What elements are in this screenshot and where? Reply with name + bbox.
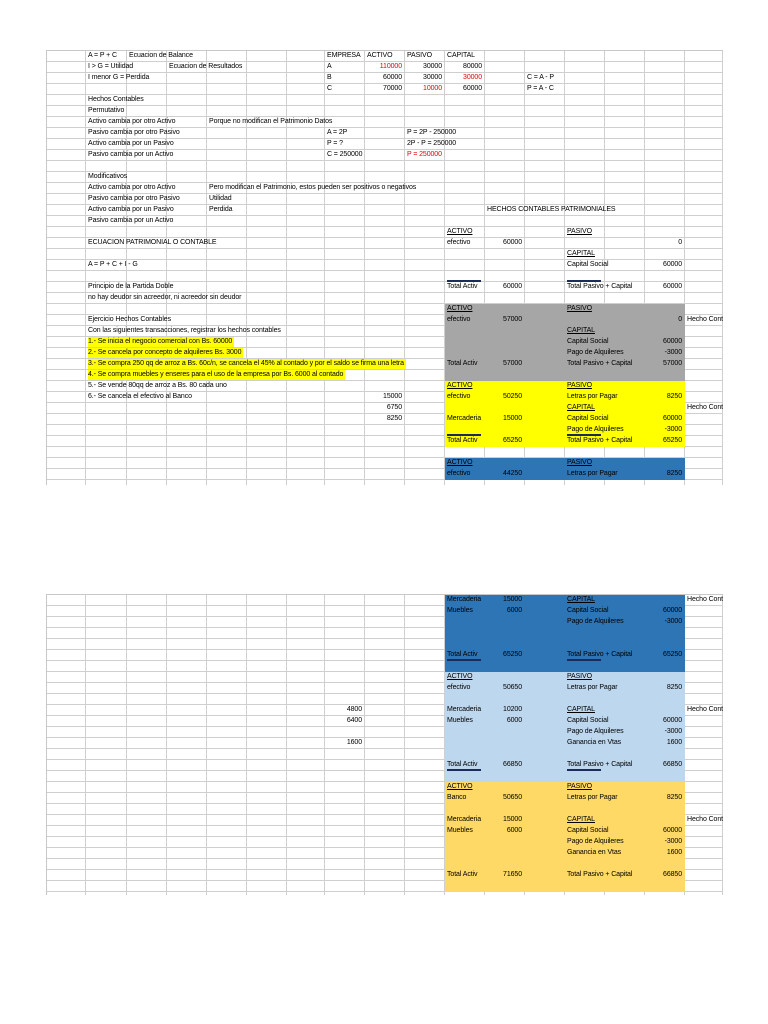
cell-17-13[interactable]: PASIVO	[567, 228, 592, 235]
cell-18-13[interactable]: PASIVO	[567, 783, 592, 790]
cell-25-11[interactable]: 57000	[503, 316, 522, 323]
cell-39-10[interactable]: efectivo	[447, 470, 471, 477]
cell-23-13[interactable]: Pago de Alquileres	[567, 838, 624, 845]
column-gridline	[364, 595, 365, 895]
cell-39-11[interactable]: 44250	[503, 470, 522, 477]
cell-14-4[interactable]: Utilidad	[209, 195, 232, 202]
cell-9-11[interactable]: 50650	[503, 684, 522, 691]
cell-4-7[interactable]: C	[327, 85, 332, 92]
column-gridline	[722, 595, 723, 895]
cell-6-11[interactable]: 65250	[503, 651, 522, 658]
cell-23-15[interactable]: -3000	[664, 838, 682, 845]
column-gridline	[364, 51, 365, 485]
cell-21-10[interactable]: Mercaderia	[447, 816, 482, 823]
cell-28-13[interactable]: Pago de Alquileres	[567, 349, 624, 356]
cell-30-1[interactable]: 4.- Se compra muebles y enseres para el uso de la empresa por Bs. 6000 al contado	[88, 371, 344, 378]
cell-33-16[interactable]: Hecho Cont	[687, 404, 723, 411]
cell-9-15[interactable]: 8250	[666, 684, 682, 691]
cell-3-12[interactable]: C = A - P	[527, 74, 554, 81]
cell-10-1[interactable]: Pasivo cambia por un Activo	[88, 151, 174, 158]
cell-15-11[interactable]: HECHOS CONTABLES PATRIMONIALES	[487, 206, 616, 213]
cell-32-1[interactable]: 6.- Se cancela el efectivo al Banco	[88, 393, 192, 400]
cell-12-10[interactable]: Muebles	[447, 717, 473, 724]
cell-1-11[interactable]: 15000	[503, 596, 522, 603]
cell-3-15[interactable]: -3000	[664, 618, 682, 625]
cell-33-8[interactable]: 6750	[386, 404, 402, 411]
spreadsheet-sheet-2[interactable]	[46, 594, 723, 895]
cell-31-10[interactable]: ACTIVO	[447, 382, 473, 389]
cell-23-1[interactable]: no hay deudor sin acreedor, ni acreedor sin deudor	[88, 294, 242, 301]
cell-13-15[interactable]: -3000	[664, 728, 682, 735]
cell-16-1[interactable]: Pasivo cambia por un Activo	[88, 217, 174, 224]
cell-12-15[interactable]: 60000	[663, 717, 682, 724]
cell-22-13[interactable]: Capital Social	[567, 827, 609, 834]
cell-14-7[interactable]: 1600	[346, 739, 362, 746]
total-underline	[447, 280, 481, 282]
cell-1-7[interactable]: EMPRESA	[327, 52, 361, 59]
cell-1-2[interactable]: Ecuacion de Balance	[129, 52, 193, 59]
cell-8-13[interactable]: PASIVO	[567, 673, 592, 680]
cell-19-10[interactable]: Banco	[447, 794, 467, 801]
cell-18-1[interactable]: ECUACION PATRIMONIAL O CONTABLE	[88, 239, 217, 246]
cell-2-8[interactable]: 110000	[379, 63, 402, 70]
cell-7-4[interactable]: Porque no modifican el Patrimonio Datos	[209, 118, 333, 125]
cell-7-1[interactable]: Activo cambia por otro Activo	[88, 118, 176, 125]
cell-32-8[interactable]: 15000	[383, 393, 402, 400]
cell-24-10[interactable]: ACTIVO	[447, 305, 473, 312]
cell-27-15[interactable]: 60000	[663, 338, 682, 345]
cell-22-10[interactable]: Total Activ	[447, 283, 478, 290]
total-underline	[567, 280, 601, 282]
column-gridline	[206, 51, 207, 485]
cell-28-15[interactable]: -3000	[664, 349, 682, 356]
cell-16-15[interactable]: 66850	[663, 761, 682, 768]
total-underline	[447, 769, 481, 771]
cell-13-4[interactable]: Pero modifican el Patrimonio, estos pueden ser positivos o negativos	[209, 184, 417, 191]
cell-2-15[interactable]: 60000	[663, 607, 682, 614]
cell-2-1[interactable]: I > G = Utilidad	[88, 63, 134, 70]
cell-36-13[interactable]: Total Pasivo + Capital	[567, 437, 633, 444]
cell-32-10[interactable]: efectivo	[447, 393, 471, 400]
cell-1-8[interactable]: ACTIVO	[367, 52, 393, 59]
cell-14-1[interactable]: Pasivo cambia por otro Pasivo	[88, 195, 180, 202]
total-underline	[567, 769, 601, 771]
cell-18-15[interactable]: 0	[678, 239, 682, 246]
cell-18-10[interactable]: ACTIVO	[447, 783, 473, 790]
total-underline	[567, 659, 601, 661]
cell-1-9[interactable]: PASIVO	[407, 52, 432, 59]
cell-29-1[interactable]: 3.- Se compra 250 qq de arroz a Bs. 60c/n, se cancela el 45% al contado y por el saldo se firma una letra	[88, 360, 404, 367]
cell-6-10[interactable]: Total Activ	[447, 651, 478, 658]
cell-29-10[interactable]: Total Activ	[447, 360, 478, 367]
cell-14-15[interactable]: 1600	[666, 739, 682, 746]
cell-33-13[interactable]: CAPITAL	[567, 404, 595, 411]
cell-11-7[interactable]: 4800	[346, 706, 362, 713]
cell-8-10[interactable]: ACTIVO	[447, 673, 473, 680]
cell-19-15[interactable]: 8250	[666, 794, 682, 801]
cell-3-10[interactable]: 30000	[463, 74, 482, 81]
cell-11-13[interactable]: CAPITAL	[567, 706, 595, 713]
cell-38-10[interactable]: ACTIVO	[447, 459, 473, 466]
cell-26-10[interactable]: Total Activ	[447, 871, 478, 878]
cell-21-11[interactable]: 15000	[503, 816, 522, 823]
cell-1-10[interactable]: Mercaderia	[447, 596, 482, 603]
cell-9-1[interactable]: Activo cambia por un Pasivo	[88, 140, 174, 147]
cell-9-10[interactable]: efectivo	[447, 684, 471, 691]
cell-6-1[interactable]: Permutativo	[88, 107, 125, 114]
cell-2-7[interactable]: A	[327, 63, 332, 70]
spreadsheet-sheet-1[interactable]	[46, 50, 723, 485]
cell-13-13[interactable]: Pago de Alquileres	[567, 728, 624, 735]
cell-26-13[interactable]: CAPITAL	[567, 327, 595, 334]
cell-2-3[interactable]: Ecuacion de Resultados	[169, 63, 243, 70]
cell-17-10[interactable]: ACTIVO	[447, 228, 473, 235]
cell-3-8[interactable]: 60000	[383, 74, 402, 81]
cell-18-11[interactable]: 60000	[503, 239, 522, 246]
cell-19-13[interactable]: Letras por Pagar	[567, 794, 618, 801]
cell-16-10[interactable]: Total Activ	[447, 761, 478, 768]
cell-14-13[interactable]: Ganancia en Vtas	[567, 739, 622, 746]
cell-6-13[interactable]: Total Pasivo + Capital	[567, 651, 633, 658]
cell-22-10[interactable]: Muebles	[447, 827, 473, 834]
cell-38-13[interactable]: PASIVO	[567, 459, 592, 466]
cell-22-15[interactable]: 60000	[663, 827, 682, 834]
cell-4-8[interactable]: 70000	[383, 85, 402, 92]
cell-9-9[interactable]: 2P - P = 250000	[407, 140, 457, 147]
column-gridline	[246, 595, 247, 895]
cell-21-16[interactable]: Hecho Cont	[687, 816, 723, 823]
cell-25-15[interactable]: 0	[678, 316, 682, 323]
cell-4-10[interactable]: 60000	[463, 85, 482, 92]
cell-36-15[interactable]: 65250	[663, 437, 682, 444]
cell-2-11[interactable]: 6000	[506, 607, 522, 614]
cell-39-13[interactable]: Letras por Pagar	[567, 470, 618, 477]
cell-22-15[interactable]: 60000	[663, 283, 682, 290]
cell-3-9[interactable]: 30000	[423, 74, 442, 81]
cell-32-13[interactable]: Letras por Pagar	[567, 393, 618, 400]
column-gridline	[85, 51, 86, 485]
cell-29-13[interactable]: Total Pasivo + Capital	[567, 360, 633, 367]
cell-15-1[interactable]: Activo cambia por un Pasivo	[88, 206, 174, 213]
cell-36-11[interactable]: 65250	[503, 437, 522, 444]
cell-12-11[interactable]: 6000	[506, 717, 522, 724]
cell-11-10[interactable]: Mercaderia	[447, 706, 482, 713]
cell-24-13[interactable]: PASIVO	[567, 305, 592, 312]
cell-34-8[interactable]: 8250	[386, 415, 402, 422]
cell-34-11[interactable]: 15000	[503, 415, 522, 422]
cell-27-13[interactable]: Capital Social	[567, 338, 609, 345]
cell-2-13[interactable]: Capital Social	[567, 607, 609, 614]
column-gridline	[722, 51, 723, 485]
cell-8-9[interactable]: P = 2P - 250000	[407, 129, 457, 136]
cell-16-11[interactable]: 66850	[503, 761, 522, 768]
cell-31-1[interactable]: 5.- Se vende 80qq de arroz a Bs. 80 cada uno	[88, 382, 227, 389]
cell-11-16[interactable]: Hecho Cont	[687, 706, 723, 713]
cell-21-13[interactable]: CAPITAL	[567, 816, 595, 823]
total-underline	[447, 659, 481, 661]
cell-11-11[interactable]: 10200	[503, 706, 522, 713]
cell-10-7[interactable]: C = 250000	[327, 151, 363, 158]
cell-4-9[interactable]: 10000	[423, 85, 442, 92]
column-gridline	[324, 595, 325, 895]
cell-25-10[interactable]: efectivo	[447, 316, 471, 323]
cell-12-7[interactable]: 6400	[346, 717, 362, 724]
cell-1-10[interactable]: CAPITAL	[447, 52, 475, 59]
column-gridline	[404, 595, 405, 895]
cell-26-13[interactable]: Total Pasivo + Capital	[567, 871, 633, 878]
cell-26-1[interactable]: Con las siguientes transacciones, registrar los hechos contables	[88, 327, 281, 334]
cell-25-16[interactable]: Hecho Cont	[687, 316, 723, 323]
cell-22-1[interactable]: Principio de la Partida Doble	[88, 283, 174, 290]
cell-9-13[interactable]: Letras por Pagar	[567, 684, 618, 691]
cell-19-13[interactable]: CAPITAL	[567, 250, 595, 257]
cell-3-7[interactable]: B	[327, 74, 332, 81]
cell-29-11[interactable]: 57000	[503, 360, 522, 367]
cell-28-1[interactable]: 2.- Se cancela por concepto de alquileres Bs. 3000	[88, 349, 242, 356]
column-gridline	[166, 595, 167, 895]
cell-18-10[interactable]: efectivo	[447, 239, 471, 246]
cell-2-9[interactable]: 30000	[423, 63, 442, 70]
cell-39-15[interactable]: 8250	[666, 470, 682, 477]
cell-8-1[interactable]: Pasivo cambia por otro Pasivo	[88, 129, 180, 136]
cell-13-1[interactable]: Activo cambia por otro Activo	[88, 184, 176, 191]
cell-4-12[interactable]: P = A - C	[527, 85, 554, 92]
cell-24-15[interactable]: 1600	[666, 849, 682, 856]
cell-3-1[interactable]: I menor G = Perdida	[88, 74, 150, 81]
column-gridline	[206, 595, 207, 895]
cell-1-16[interactable]: Hecho Cont	[687, 596, 723, 603]
cell-1-13[interactable]: CAPITAL	[567, 596, 595, 603]
cell-34-10[interactable]: Mercaderia	[447, 415, 482, 422]
cell-27-1[interactable]: 1.- Se inicia el negocio comercial con Bs. 60000	[88, 338, 233, 345]
cell-10-9[interactable]: P = 250000	[407, 151, 442, 158]
cell-12-1[interactable]: Modificativos	[88, 173, 128, 180]
cell-35-15[interactable]: -3000	[664, 426, 682, 433]
cell-19-11[interactable]: 50650	[503, 794, 522, 801]
cell-36-10[interactable]: Total Activ	[447, 437, 478, 444]
cell-16-13[interactable]: Total Pasivo + Capital	[567, 761, 633, 768]
cell-26-11[interactable]: 71650	[503, 871, 522, 878]
cell-34-15[interactable]: 60000	[663, 415, 682, 422]
cell-32-11[interactable]: 50250	[503, 393, 522, 400]
cell-20-1[interactable]: A = P + C + I - G	[88, 261, 138, 268]
cell-25-1[interactable]: Ejercicio Hechos Contables	[88, 316, 171, 323]
cell-32-15[interactable]: 8250	[666, 393, 682, 400]
total-underline	[447, 434, 481, 436]
cell-1-1[interactable]: A = P + C	[88, 52, 117, 59]
cell-2-10[interactable]: Muebles	[447, 607, 473, 614]
cell-3-13[interactable]: Pago de Alquileres	[567, 618, 624, 625]
cell-24-13[interactable]: Ganancia en Vtas	[567, 849, 622, 856]
total-underline	[567, 434, 601, 436]
cell-12-13[interactable]: Capital Social	[567, 717, 609, 724]
cell-31-13[interactable]: PASIVO	[567, 382, 592, 389]
cell-22-11[interactable]: 60000	[503, 283, 522, 290]
cell-5-1[interactable]: Hechos Contables	[88, 96, 144, 103]
cell-15-4[interactable]: Perdida	[209, 206, 233, 213]
cell-26-15[interactable]: 66850	[663, 871, 682, 878]
cell-35-13[interactable]: Pago de Alquileres	[567, 426, 624, 433]
cell-9-7[interactable]: P = ?	[327, 140, 343, 147]
column-gridline	[404, 51, 405, 485]
cell-22-11[interactable]: 6000	[506, 827, 522, 834]
cell-2-10[interactable]: 80000	[463, 63, 482, 70]
cell-20-13[interactable]: Capital Social	[567, 261, 609, 268]
cell-20-15[interactable]: 60000	[663, 261, 682, 268]
cell-8-7[interactable]: A = 2P	[327, 129, 348, 136]
column-gridline	[85, 595, 86, 895]
column-gridline	[126, 595, 127, 895]
cell-29-15[interactable]: 57000	[663, 360, 682, 367]
cell-34-13[interactable]: Capital Social	[567, 415, 609, 422]
cell-22-13[interactable]: Total Pasivo + Capital	[567, 283, 633, 290]
column-gridline	[286, 595, 287, 895]
cell-6-15[interactable]: 65250	[663, 651, 682, 658]
